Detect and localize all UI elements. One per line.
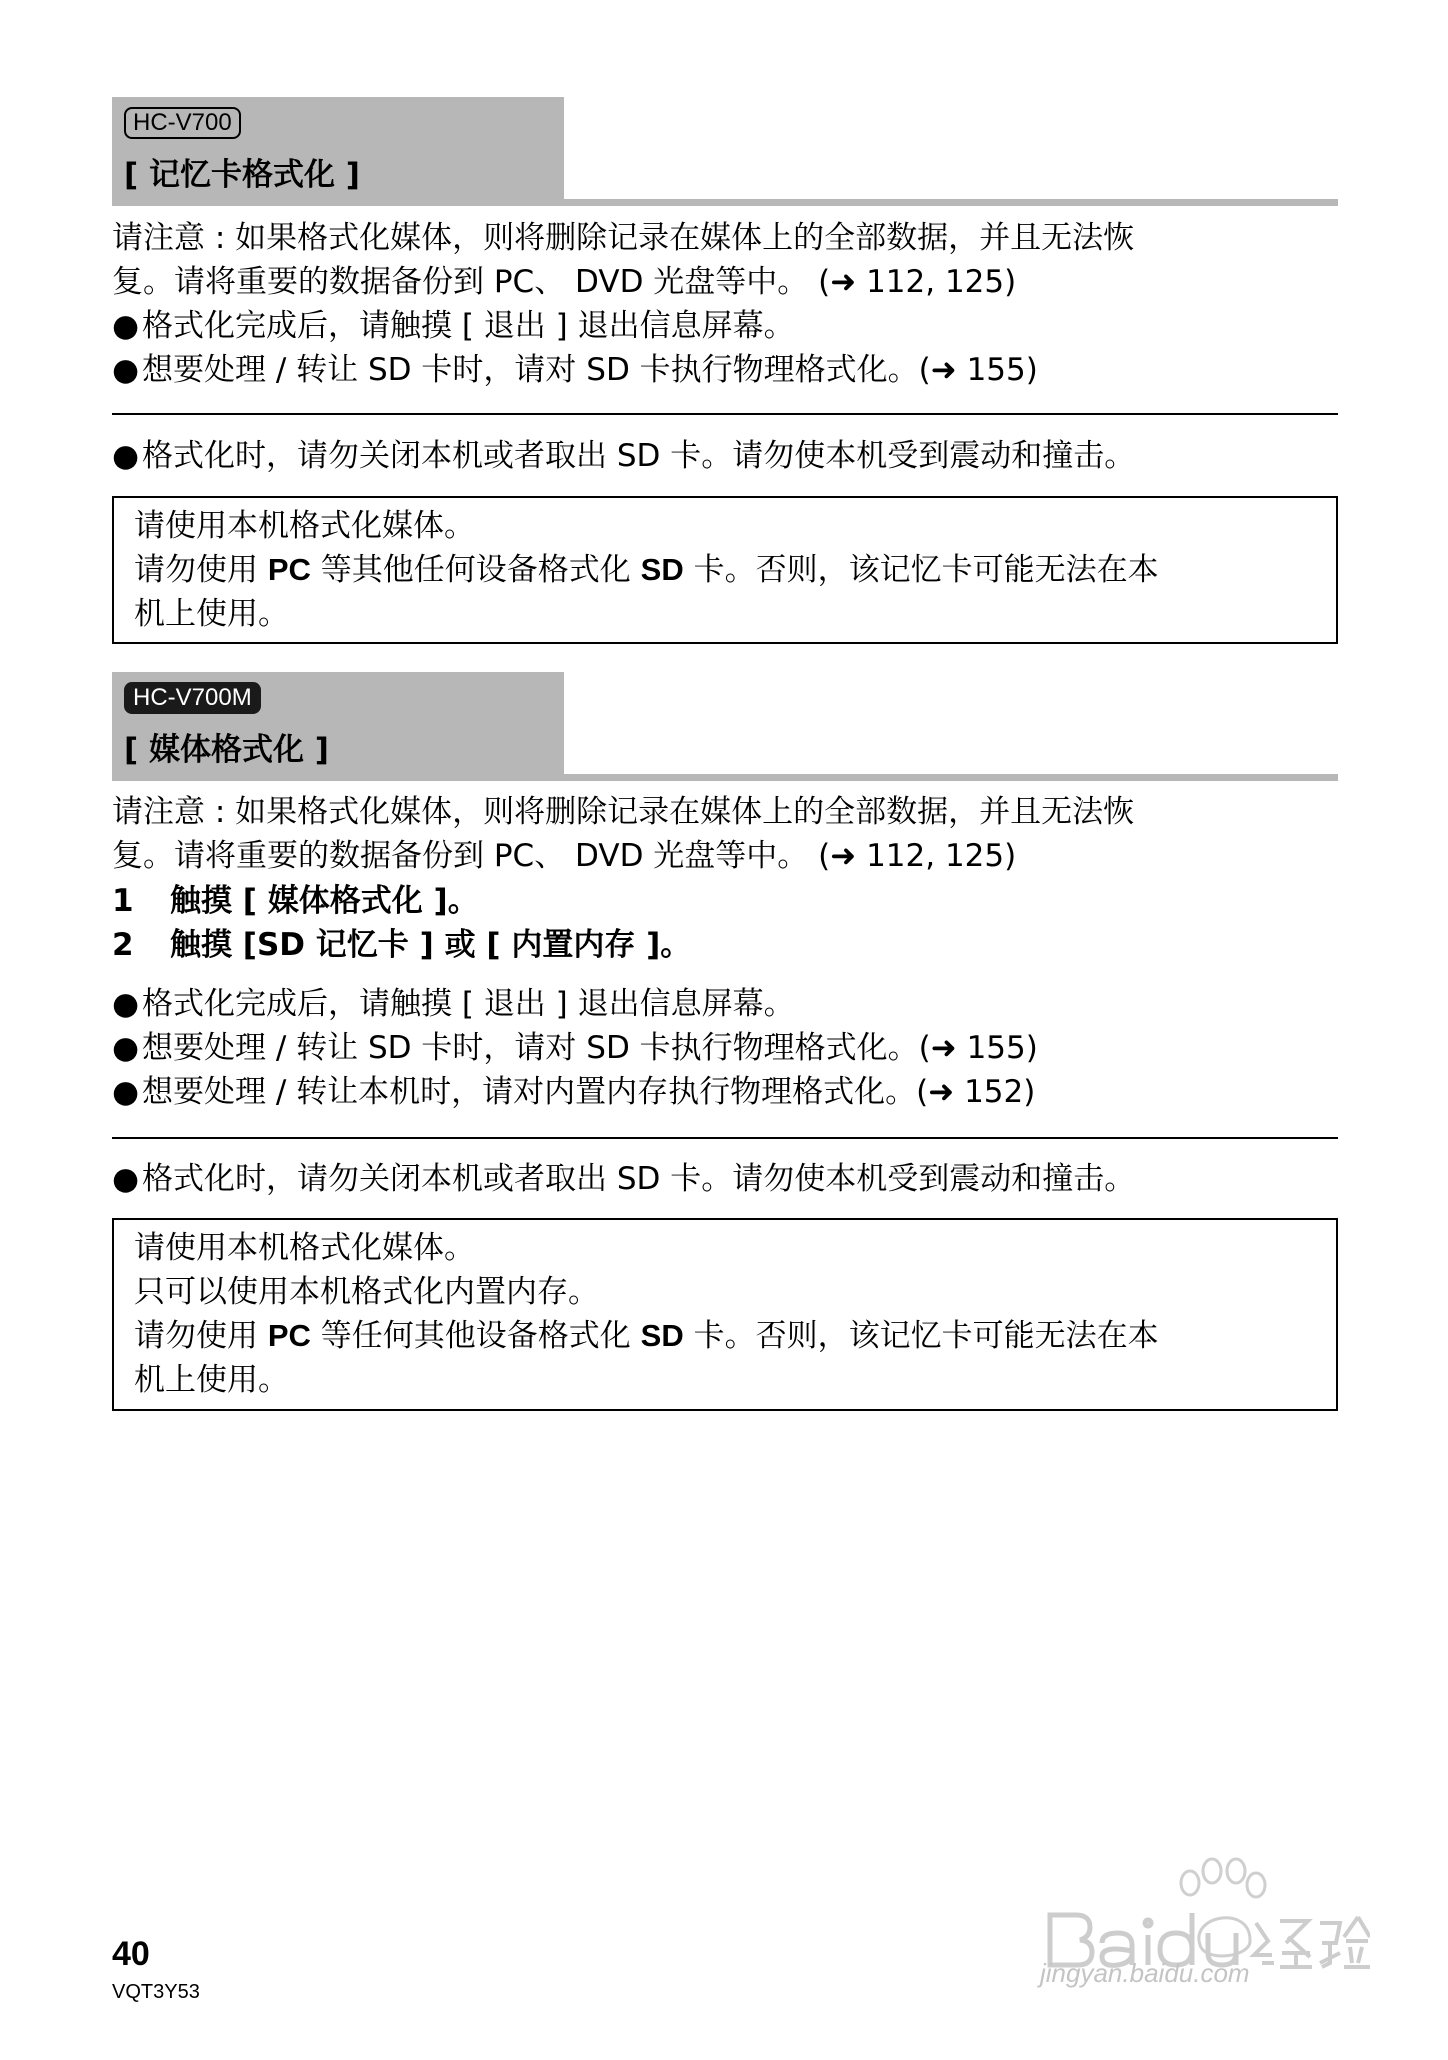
note-line: 请使用本机格式化媒体。 [134, 1230, 475, 1266]
bullet-dot-icon: ● [112, 352, 140, 388]
section1-note-box [112, 496, 1338, 644]
bullet-dot-icon: ● [112, 1161, 140, 1197]
section2-bullet-1: ●格式化完成后，请触摸 [ 退出 ] 退出信息屏幕。 [112, 982, 795, 1026]
section1-header [112, 97, 564, 200]
section1-divider [112, 413, 1338, 415]
watermark-url: jingyan.baidu.com [1040, 1958, 1250, 1988]
section2-step-1: 1 触摸 [ 媒体格式化 ]。 [112, 883, 479, 919]
section2-bullet-2: ●想要处理 / 转让 SD 卡时，请对 SD 卡执行物理格式化。(➜ 155) [112, 1026, 1038, 1070]
bullet-dot-icon: ● [112, 308, 140, 344]
section1-warning: ●格式化时，请勿关闭本机或者取出 SD 卡。请勿使本机受到震动和撞击。 [112, 434, 1135, 478]
section2-header [112, 672, 564, 775]
section2-warning: ●格式化时，请勿关闭本机或者取出 SD 卡。请勿使本机受到震动和撞击。 [112, 1157, 1135, 1201]
bullet-dot-icon: ● [112, 438, 140, 474]
section1-model-tag: HC-V700 [124, 107, 241, 139]
document-code: VQT3Y53 [112, 1981, 200, 2003]
section1-bullet-1: ●格式化完成后，请触摸 [ 退出 ] 退出信息屏幕。 [112, 304, 795, 348]
section2-divider [112, 1137, 1338, 1139]
section2-bullet-3: ●想要处理 / 转让本机时，请对内置内存执行物理格式化。(➜ 152) [112, 1070, 1035, 1114]
section2-title: [ 媒体格式化 ] [124, 732, 329, 768]
section1-header-rule [112, 199, 1338, 206]
bullet-dot-icon: ● [112, 986, 140, 1022]
section1-bullet-2: ●想要处理 / 转让 SD 卡时，请对 SD 卡执行物理格式化。(➜ 155) [112, 348, 1038, 392]
note-line: 请勿使用 PC 等其他任何设备格式化 SD 卡。否则，该记忆卡可能无法在本 [134, 552, 1159, 588]
section2-intro-line2: 复。请将重要的数据备份到 PC、 DVD 光盘等中。 (➜ 112, 125) [112, 838, 1017, 874]
note-line: 机上使用。 [134, 1362, 289, 1398]
section2-note-box [112, 1218, 1338, 1411]
page-number: 40 [112, 1935, 150, 1973]
bullet-dot-icon: ● [112, 1074, 140, 1110]
section2-step-2: 2 触摸 [SD 记忆卡 ] 或 [ 内置内存 ]。 [112, 927, 692, 963]
section1-intro-line1: 请注意 : 如果格式化媒体，则将删除记录在媒体上的全部数据，并且无法恢 [112, 220, 1135, 256]
section2-model-tag: HC-V700M [124, 682, 261, 714]
note-line: 请使用本机格式化媒体。 [134, 508, 475, 544]
section1-title: [ 记忆卡格式化 ] [124, 157, 360, 193]
section2-header-rule [112, 774, 1338, 781]
section2-intro-line1: 请注意 : 如果格式化媒体，则将删除记录在媒体上的全部数据，并且无法恢 [112, 794, 1135, 830]
note-line: 只可以使用本机格式化内置内存。 [134, 1274, 599, 1310]
section1-intro-line2: 复。请将重要的数据备份到 PC、 DVD 光盘等中。 (➜ 112, 125) [112, 264, 1017, 300]
note-line: 请勿使用 PC 等任何其他设备格式化 SD 卡。否则，该记忆卡可能无法在本 [134, 1318, 1159, 1354]
bullet-dot-icon: ● [112, 1030, 140, 1066]
note-line: 机上使用。 [134, 596, 289, 632]
